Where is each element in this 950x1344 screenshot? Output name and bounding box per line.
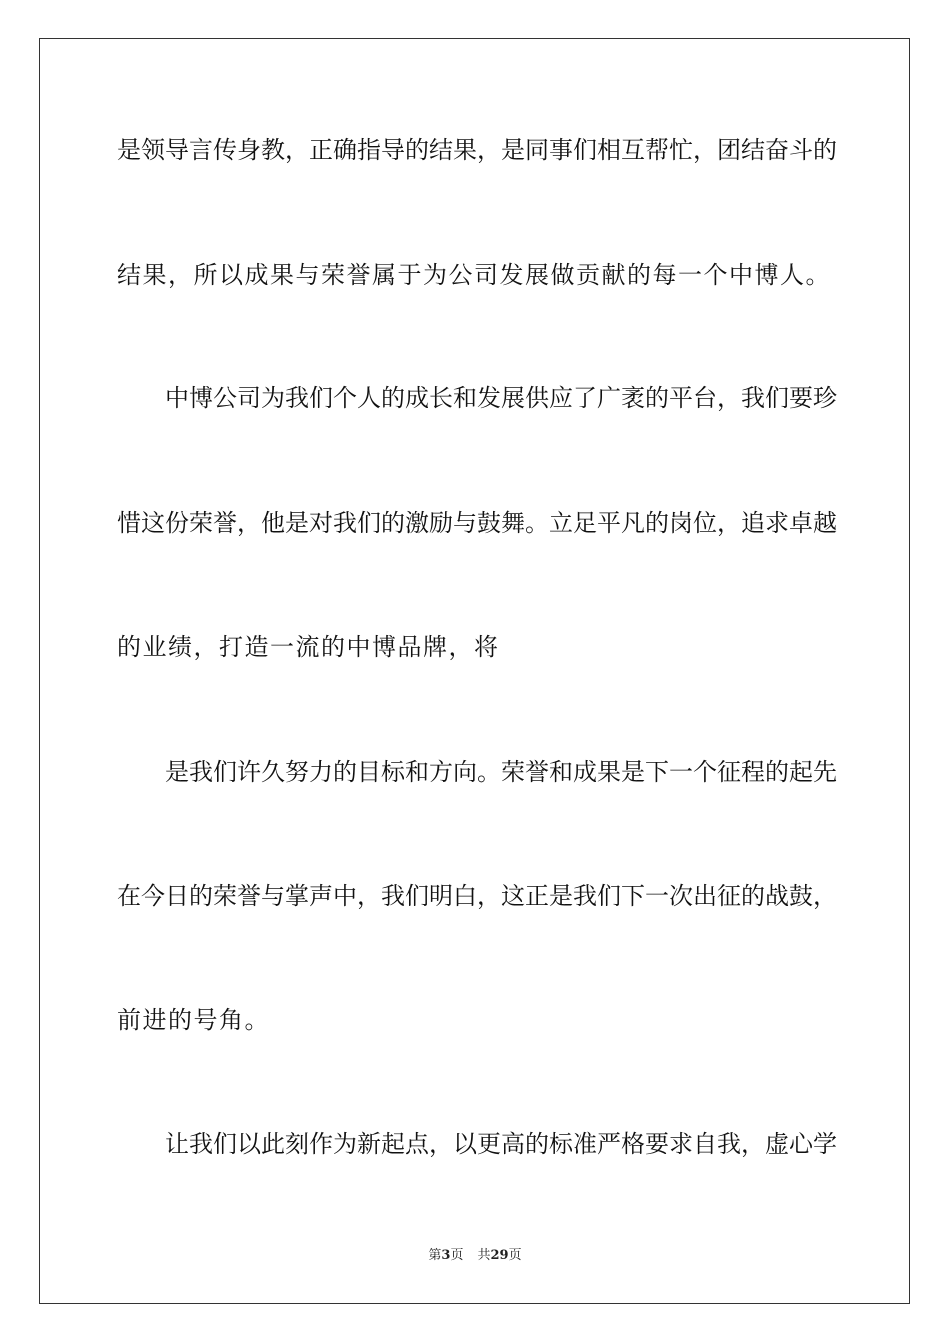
paragraph-line-4: 惜这份荣誉，他是对我们的激励与鼓舞。立足平凡的岗位，追求卓越 (117, 509, 837, 537)
footer-total-prefix: 共 (477, 1248, 491, 1263)
footer-total-suffix: 页 (508, 1248, 522, 1263)
paragraph-line-8: 前进的号角。 (117, 1006, 270, 1034)
paragraph-line-2: 结果，所以成果与荣誉属于为公司发展做贡献的每一个中博人。 (117, 261, 831, 289)
paragraph-line-7: 在今日的荣誉与掌声中，我们明白，这正是我们下一次出征的战鼓， (117, 882, 837, 910)
paragraph-line-5: 的业绩，打造一流的中博品牌，将 (117, 633, 500, 661)
footer-total-pages: 29 (490, 1248, 509, 1263)
page-border (39, 38, 910, 1304)
paragraph-line-1: 是领导言传身教，正确指导的结果，是同事们相互帮忙，团结奋斗的 (117, 136, 837, 164)
page-footer (0, 1248, 950, 1264)
footer-page-prefix: 第 (428, 1248, 442, 1263)
paragraph-line-6: 是我们许久努力的目标和方向。荣誉和成果是下一个征程的起先 (165, 758, 837, 786)
footer-page-number: 3 (441, 1248, 451, 1263)
paragraph-line-3: 中博公司为我们个人的成长和发展供应了广袤的平台，我们要珍 (165, 384, 837, 412)
footer-page-suffix: 页 (450, 1248, 464, 1263)
paragraph-line-9: 让我们以此刻作为新起点，以更高的标准严格要求自我，虚心学 (165, 1130, 837, 1158)
